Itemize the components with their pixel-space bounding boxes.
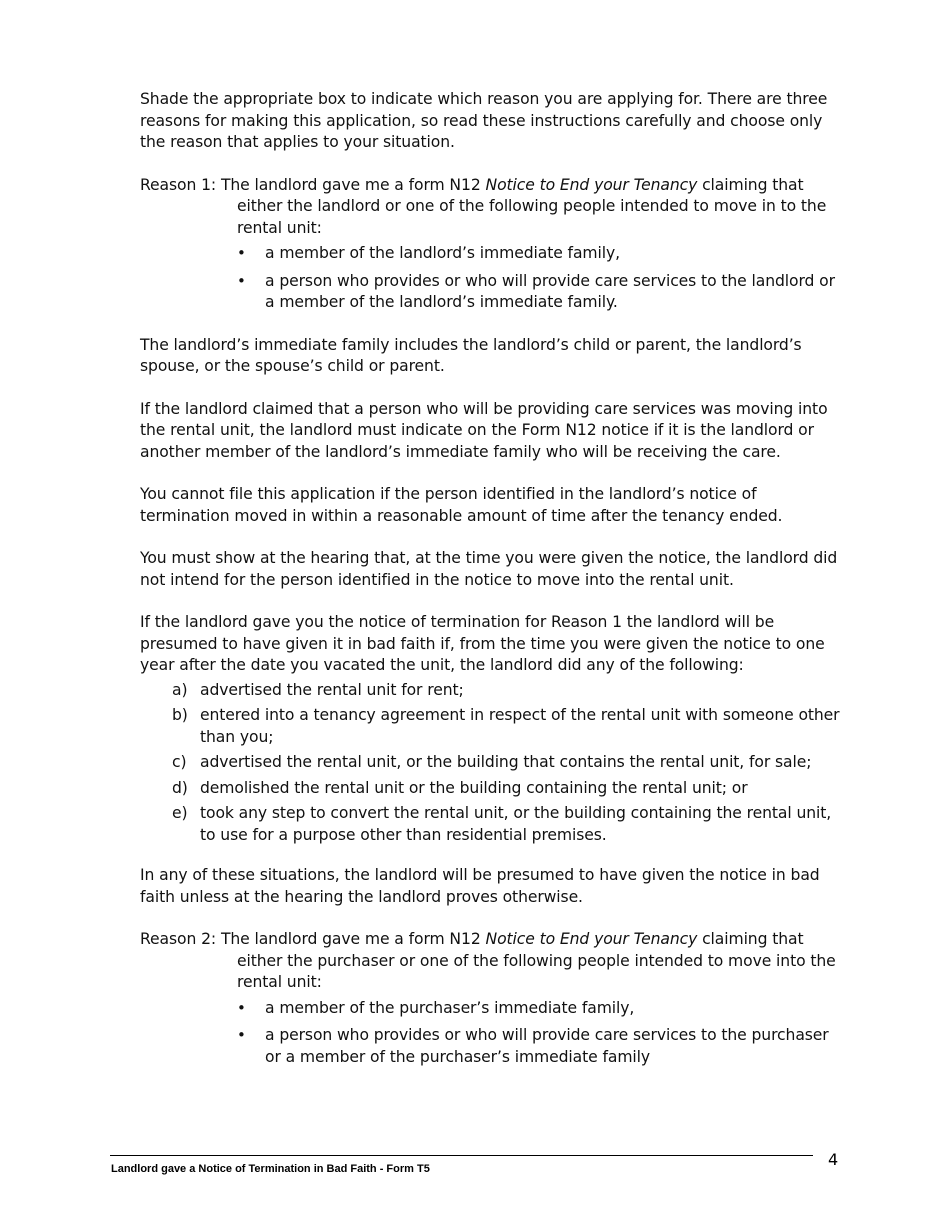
bullet-icon: • [237,271,246,290]
reason-1-label: Reason 1: [140,175,217,194]
reason-2-text-before: The landlord gave me a form N12 [220,930,481,948]
list-item-text: a person who provides or who will provide care services to the landlord or a member of the landlord’s immediate family. [265,271,835,311]
page-content [140,89,840,1074]
reason-2-statement [140,929,840,994]
reason-1-text-before: The landlord gave me a form N12 [220,175,481,194]
list-item-text: took any step to convert the rental unit, or the building containing the rental unit, to use for a purpose other than residential premises. [200,804,832,844]
list-item-text: advertised the rental unit for rent; [200,680,464,699]
must-show-paragraph: You must show at the hearing that, at the time you were given the notice, the landlord did not intend for the person identified in the notice to move into the rental unit. [140,549,838,589]
list-item [172,778,840,800]
reason-2-text-after: claiming that either the purchaser or one of the following people intended to move into the rental unit: [237,930,836,991]
list-item-text: a member of the purchaser’s immediate family, [265,998,635,1017]
list-item [172,680,840,702]
reason-2-section [140,929,840,1068]
page-number: 4 [828,1150,839,1169]
intro-paragraph: Shade the appropriate box to indicate which reason you are applying for. There are three reasons for making this application, so read these instructions carefully and choose only the reason that applies to your situation. [140,90,828,151]
bullet-icon: • [237,1026,246,1044]
care-services-paragraph: If the landlord claimed that a person who will be providing care services was moving into the rental unit, the landlord must indicate on the Form N12 notice if it is the landlord or another member of the landlord’s immediate family who will be receiving the care. [140,399,828,461]
list-item-text: advertised the rental unit, or the building that contains the rental unit, for sale; [200,753,812,771]
list-item-text: entered into a tenancy agreement in respect of the rental unit with someone other than you; [200,706,840,746]
list-marker: e) [172,804,188,822]
list-item [237,243,840,265]
list-item-text: demolished the rental unit or the building containing the rental unit; or [200,778,748,797]
immediate-family-paragraph: The landlord’s immediate family includes the landlord’s child or parent, the landlord’s spouse, or the spouse’s child or parent. [140,335,802,375]
reason-1-notice-title: Notice to End your Tenancy [485,175,698,194]
presumption-paragraph: In any of these situations, the landlord will be presumed to have given the notice in bad faith unless at the hearing the landlord proves otherwise. [140,866,820,906]
list-item [237,1025,840,1068]
cannot-file-paragraph: You cannot file this application if the person identified in the landlord’s notice of termination moved in within a reasonable amount of time after the tenancy ended. [140,485,783,525]
reason-1-section [140,175,840,314]
list-marker: a) [172,680,188,699]
bullet-icon: • [237,244,246,262]
list-item [237,271,840,314]
list-marker: d) [172,778,188,797]
reason-2-bullet-list [237,998,840,1069]
footer-title: Landlord gave a Notice of Termination in Bad Faith - Form T5 [111,1163,430,1175]
reason-1-text-after: claiming that either the landlord or one of the following people intended to move in to the rental unit: [237,175,827,237]
list-item-text: a person who provides or who will provide care services to the purchaser or a member of the purchaser’s immediate family [265,1026,829,1066]
reason-2-label: Reason 2: [140,930,217,948]
reason-1-bullet-list [237,243,840,314]
bad-faith-presumption-paragraph: If the landlord gave you the notice of termination for Reason 1 the landlord will be presumed to have given it in bad faith if, from the time you were given the notice to one year after the date you vacated the unit, the landlord did any of the following: [140,613,825,674]
list-marker: c) [172,753,187,771]
footer-divider [110,1155,813,1156]
list-item [172,752,840,774]
list-item [172,803,840,846]
reason-1-statement [140,175,840,240]
list-item-text: a member of the landlord’s immediate family, [265,244,620,262]
conditions-list [172,680,840,847]
bullet-icon: • [237,998,246,1017]
reason-2-notice-title: Notice to End your Tenancy [485,930,698,948]
list-item [237,998,840,1020]
list-marker: b) [172,706,188,724]
list-item [172,705,840,748]
